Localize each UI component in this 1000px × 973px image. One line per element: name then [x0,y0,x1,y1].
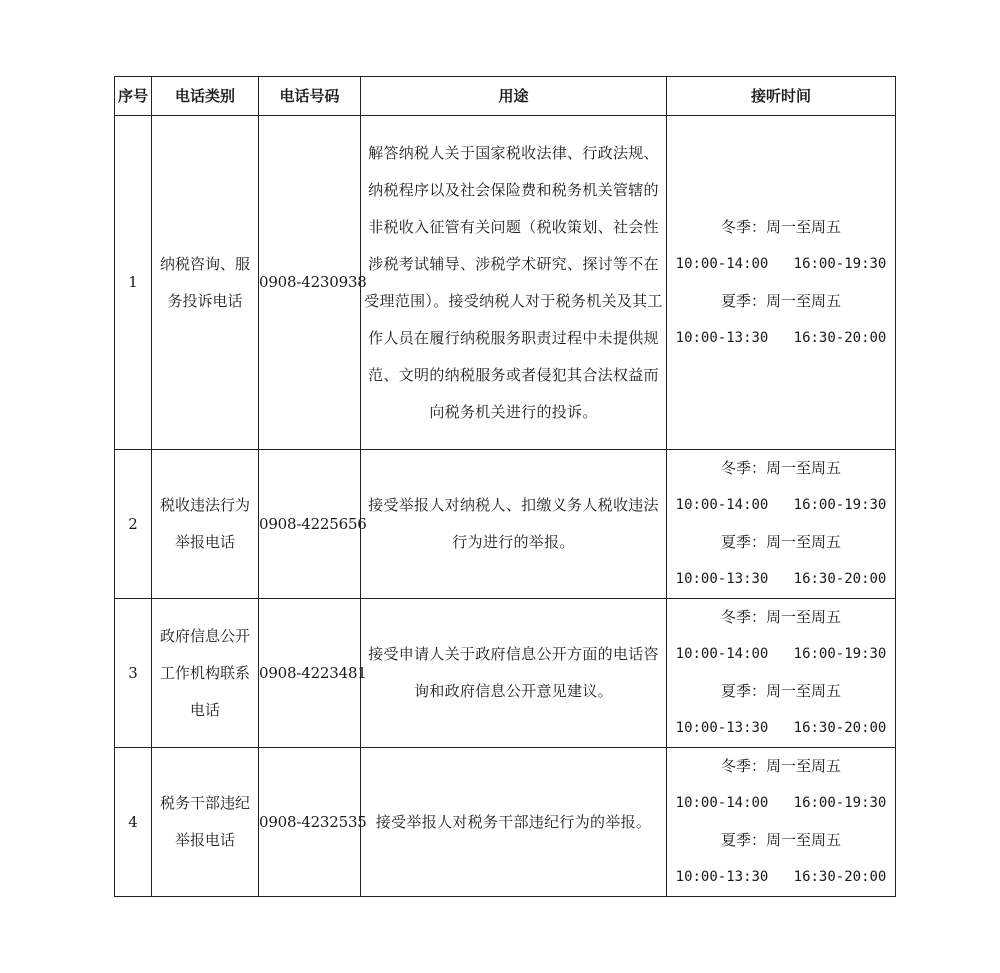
summer-label: 夏季：周一至周五 [720,682,841,700]
summer-hours: 10:00-13:30 16:30-20:00 [675,720,887,736]
winter-hours: 10:00-14:00 16:00-19:30 [675,497,887,513]
winter-label: 冬季：周一至周五 [720,217,841,236]
cell-use: 接受申请人关于政府信息公开方面的电话咨询和政府信息公开意见建议。 [361,599,667,748]
cell-no: 4 [115,748,152,897]
cell-use: 接受举报人对税务干部违纪行为的举报。 [361,748,667,897]
summer-hours: 10:00-13:30 16:30-20:00 [675,869,887,885]
winter-label: 冬季：周一至周五 [720,608,841,626]
cell-time [667,450,896,599]
summer-hours: 10:00-13:30 16:30-20:00 [675,329,887,346]
table-row [115,450,896,599]
winter-hours: 10:00-14:00 16:00-19:30 [675,255,887,272]
header-phone: 电话号码 [259,77,361,116]
winter-label: 冬季：周一至周五 [720,757,841,775]
cell-no: 1 [115,116,152,450]
contact-phone-table [114,76,896,897]
cell-no: 2 [115,450,152,599]
header-time: 接听时间 [667,77,896,116]
table-row [115,599,896,748]
summer-hours: 10:00-13:30 16:30-20:00 [675,571,887,587]
cell-time [667,599,896,748]
winter-hours: 10:00-14:00 16:00-19:30 [675,646,887,662]
cell-no: 3 [115,599,152,748]
table-row [115,748,896,897]
cell-type: 税收违法行为举报电话 [152,450,259,599]
table-header-row [115,77,896,116]
cell-use: 解答纳税人关于国家税收法律、行政法规、纳税程序以及社会保险费和税务机关管辖的非税收入征管有关问题（税收策划、社会性涉税考试辅导、涉税学术研究、探讨等不在受理范围）。接受纳税人对于税务机关及其工作人员在履行纳税服务职责过程中未提供规范、文明的纳税服务或者侵犯其合法权益而向税务机关进行的投诉。 [361,116,667,450]
cell-phone: 0908-4232535 [259,748,361,897]
cell-phone: 0908-4223481 [259,599,361,748]
summer-label: 夏季：周一至周五 [720,533,841,551]
table-row [115,116,896,450]
winter-label: 冬季：周一至周五 [720,459,841,477]
header-use: 用途 [361,77,667,116]
cell-time [667,748,896,897]
cell-use: 接受举报人对纳税人、扣缴义务人税收违法行为进行的举报。 [361,450,667,599]
cell-time [667,116,896,450]
cell-type: 税务干部违纪举报电话 [152,748,259,897]
winter-hours: 10:00-14:00 16:00-19:30 [675,795,887,811]
summer-label: 夏季：周一至周五 [720,291,841,310]
header-no: 序号 [115,77,152,116]
cell-type: 纳税咨询、服务投诉电话 [152,116,259,450]
summer-label: 夏季：周一至周五 [720,831,841,849]
cell-phone: 0908-4230938 [259,116,361,450]
cell-phone: 0908-4225656 [259,450,361,599]
cell-type: 政府信息公开工作机构联系电话 [152,599,259,748]
header-type: 电话类别 [152,77,259,116]
